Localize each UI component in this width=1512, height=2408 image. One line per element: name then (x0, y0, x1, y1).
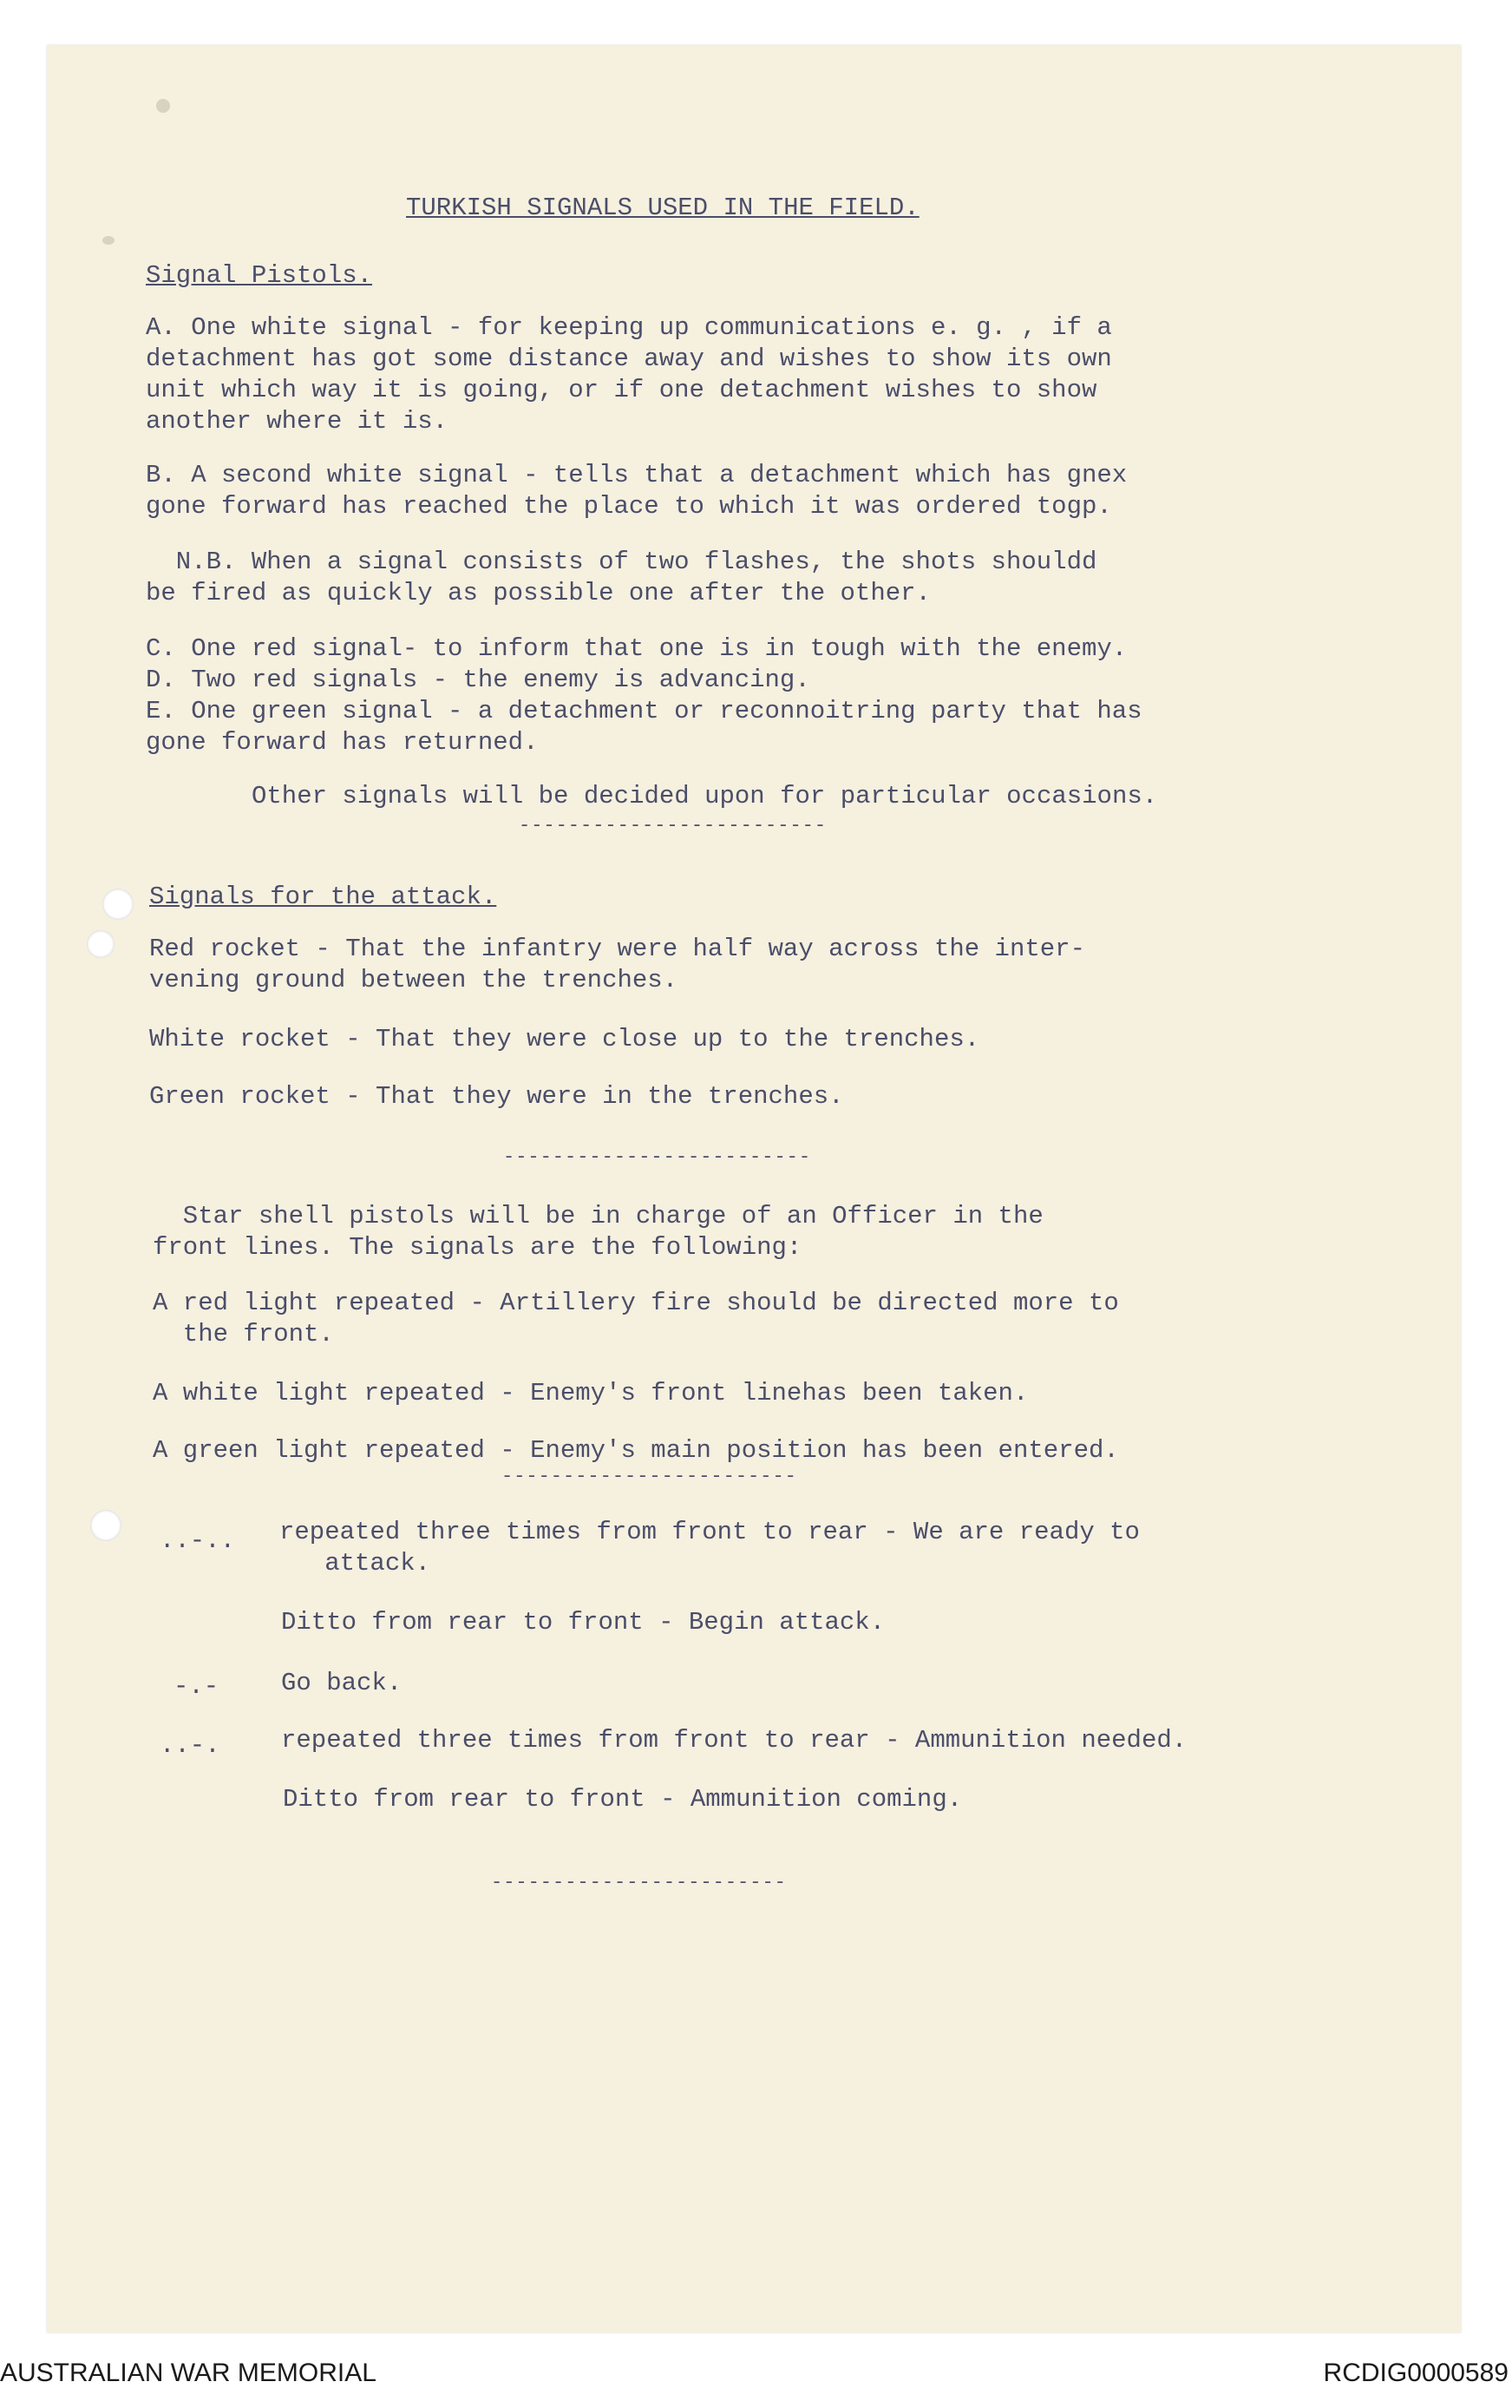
item-e: E. One green signal - a detachment or reconnoitring party that has gone forward has returned. (146, 697, 1142, 757)
punch-hole-top (102, 889, 134, 920)
red-light-signal: A red light repeated - Artillery fire should be directed more to the front. (153, 1289, 1119, 1348)
paper-stain (156, 99, 170, 113)
nb-note: N.B. When a signal consists of two flashes, the shots shouldd be fired as quickly as possible one after the other. (146, 548, 1097, 607)
item-c: C. One red signal- to inform that one is in tough with the enemy. (146, 634, 1128, 663)
archive-credit: AUSTRALIAN WAR MEMORIAL (0, 2359, 376, 2387)
green-light-signal: A green light repeated - Enemy's main position has been entered. (153, 1436, 1119, 1465)
separator-rule: ------------------------ (501, 1466, 797, 1487)
item-d: D. Two red signals - the enemy is advancing. (146, 666, 810, 694)
section-heading-attack-signals: Signals for the attack. (149, 882, 497, 911)
signal-description: repeated three times from front to rear - Ammunition needed. (281, 1726, 1188, 1755)
signal-code: ..-.. (160, 1526, 236, 1555)
separator-rule: ------------------------ (491, 1872, 787, 1893)
section-heading-signal-pistols: Signal Pistols. (146, 261, 373, 290)
paper-stain (102, 236, 115, 245)
white-light-signal: A white light repeated - Enemy's front linehas been taken. (153, 1379, 1029, 1407)
red-rocket-signal: Red rocket - That the infantry were half way across the inter- vening ground between the trenches. (149, 935, 1085, 994)
signal-description: repeated three times from front to rear - We are ready to attack. (279, 1518, 1140, 1578)
punch-hole-bottom (90, 1510, 121, 1541)
punch-hole-middle (87, 930, 115, 958)
signal-description: Ditto from rear to front - Begin attack. (281, 1608, 886, 1637)
item-a: A. One white signal - for keeping up communications e. g. , if a detachment has got some distance away and wishes to show its own unit which way it is going, or if one detachment wishes to show another where it is. (146, 313, 1112, 436)
green-rocket-signal: Green rocket - That they were in the trenches. (149, 1082, 844, 1111)
archive-reference-id: RCDIG0000589 (1323, 2359, 1509, 2387)
separator-rule: ------------------------- (503, 1146, 812, 1168)
signal-description: Go back. (281, 1669, 403, 1697)
separator-rule: ------------------------- (519, 815, 828, 837)
item-b: B. A second white signal - tells that a detachment which has gnex gone forward has reached the place to which it was ordered togp. (146, 461, 1128, 521)
signal-description: Ditto from rear to front - Ammunition coming. (283, 1785, 963, 1814)
other-signals-note: Other signals will be decided upon for particular occasions. (252, 782, 1158, 810)
white-rocket-signal: White rocket - That they were close up to the trenches. (149, 1025, 980, 1053)
document-title: TURKISH SIGNALS USED IN THE FIELD. (406, 194, 920, 222)
signal-code: ..-. (160, 1731, 220, 1760)
signal-code: -.- (173, 1672, 219, 1701)
star-shell-paragraph: Star shell pistols will be in charge of an Officer in the front lines. The signals are the following: (153, 1202, 1044, 1262)
